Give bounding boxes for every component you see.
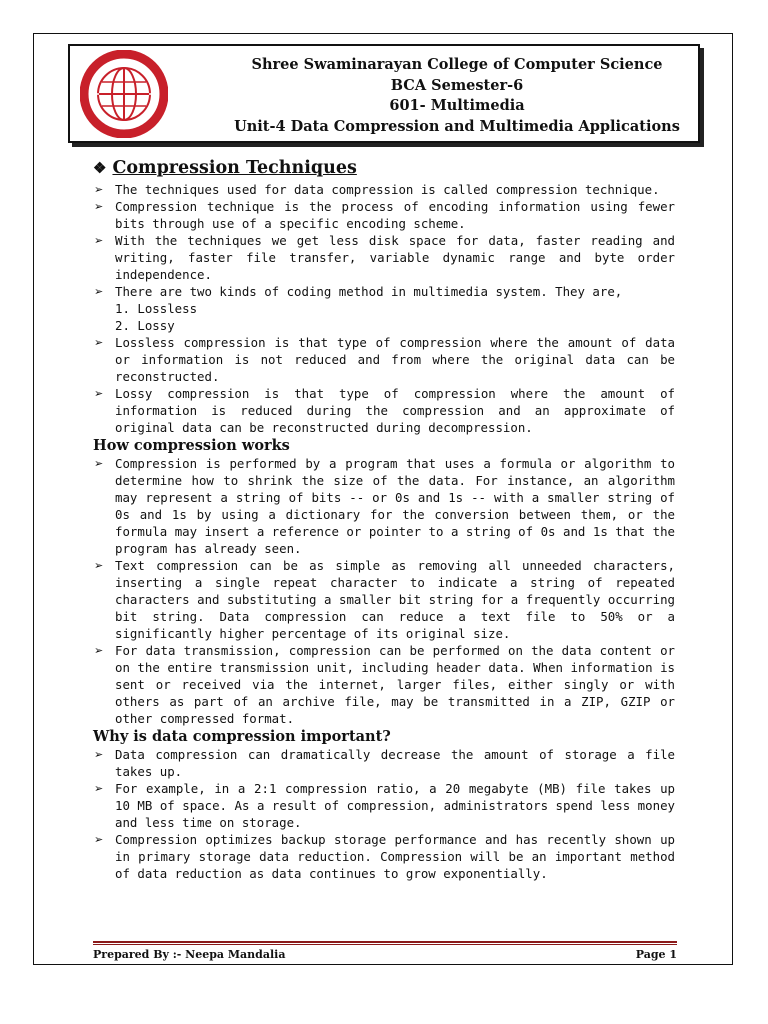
- how-compression-works-list: [93, 455, 675, 727]
- list-item: ➢ The techniques used for data compression is called compression technique.: [94, 182, 660, 197]
- arrow-bullet-icon: ➢: [94, 782, 104, 795]
- document-body: [93, 156, 675, 882]
- list-item: ➢ Lossless compression is that type of compression where the amount of data or information is not reduced and from where the original data can be reconstructed.: [94, 335, 675, 384]
- arrow-bullet-icon: ➢: [94, 200, 104, 213]
- arrow-bullet-icon: ➢: [94, 234, 104, 247]
- arrow-bullet-icon: ➢: [94, 183, 104, 196]
- arrow-bullet-icon: ➢: [94, 457, 104, 470]
- list-item: ➢ Data compression can dramatically decrease the amount of storage a file takes up.: [94, 747, 675, 779]
- document-header: [68, 44, 700, 143]
- section-heading-why-important: Why is data compression important?: [93, 728, 391, 745]
- arrow-bullet-icon: ➢: [94, 644, 104, 657]
- footer-rule-thin: [93, 944, 677, 945]
- list-item: ➢ For example, in a 2:1 compression ratio, a 20 megabyte (MB) file takes up 10 MB of space. As a result of compression, administrators spend less money and less time on storage.: [94, 781, 675, 830]
- list-item: ➢ For data transmission, compression can be performed on the data content or on the entire transmission unit, including header data. When information is sent or received via the internet, larger files, either singly or with others as part of an archive file, may be transmitted in a ZIP, GZIP or other compressed format.: [94, 643, 675, 726]
- list-item: ➢ With the techniques we get less disk space for data, faster reading and writing, faster file transfer, variable dynamic range and byte order independence.: [94, 233, 675, 282]
- college-name: Shree Swaminarayan College of Computer Science: [251, 56, 663, 73]
- list-item: ➢ There are two kinds of coding method in multimedia system. They are, 1. Lossless 2. Lossy: [93, 283, 675, 334]
- college-logo-icon: [80, 50, 168, 138]
- compression-techniques-list: [93, 181, 675, 436]
- arrow-bullet-icon: ➢: [94, 387, 104, 400]
- arrow-bullet-icon: ➢: [94, 748, 104, 761]
- arrow-bullet-icon: ➢: [94, 336, 104, 349]
- section-heading-how-compression-works: How compression works: [93, 437, 290, 454]
- diamond-bullet-icon: ❖: [93, 159, 107, 177]
- prepared-by: Prepared By :- Neepa Mandalia: [93, 948, 286, 961]
- arrow-bullet-icon: ➢: [94, 559, 104, 572]
- course-name: 601- Multimedia: [389, 97, 525, 114]
- coding-method-list: [115, 300, 675, 334]
- why-important-list: [93, 746, 675, 882]
- semester: BCA Semester-6: [390, 76, 524, 94]
- arrow-bullet-icon: ➢: [94, 833, 104, 846]
- footer-rule: [93, 941, 677, 943]
- section-heading-compression-techniques: ❖ Compression Techniques: [93, 158, 357, 178]
- list-item: ➢ Compression technique is the process of encoding information using fewer bits through use of a specific encoding scheme.: [94, 199, 675, 231]
- unit-title: Unit-4 Data Compression and Multimedia Applications: [234, 117, 680, 135]
- list-item: ➢ Text compression can be as simple as removing all unneeded characters, inserting a single repeat character to indicate a string of repeated characters and substituting a smaller bit string for a frequently occurring bit string. Data compression can reduce a text file to 50% or a significantly higher percentage of its original size.: [94, 558, 675, 641]
- list-item: ➢ Compression optimizes backup storage performance and has recently shown up in primary storage data reduction. Compression will be an important method of data reduction as data continues to grow exponentially.: [94, 832, 675, 881]
- list-item: 2. Lossy: [115, 318, 175, 333]
- list-item: ➢ Lossy compression is that type of compression where the amount of information is reduced during the compression and an approximate of original data can be reconstructed during decompression.: [94, 386, 675, 435]
- arrow-bullet-icon: ➢: [94, 285, 104, 298]
- list-item: 1. Lossless: [115, 301, 198, 316]
- page-number: Page 1: [635, 948, 677, 961]
- list-item: ➢ Compression is performed by a program that uses a formula or algorithm to determine how to shrink the size of the data. For instance, an algorithm may represent a string of bits -- or 0s and 1s -- with a smaller string of 0s and 1s by using a dictionary for the conversion between them, or the formula may insert a reference or pointer to a string of 0s and 1s that the program has already seen.: [94, 456, 675, 556]
